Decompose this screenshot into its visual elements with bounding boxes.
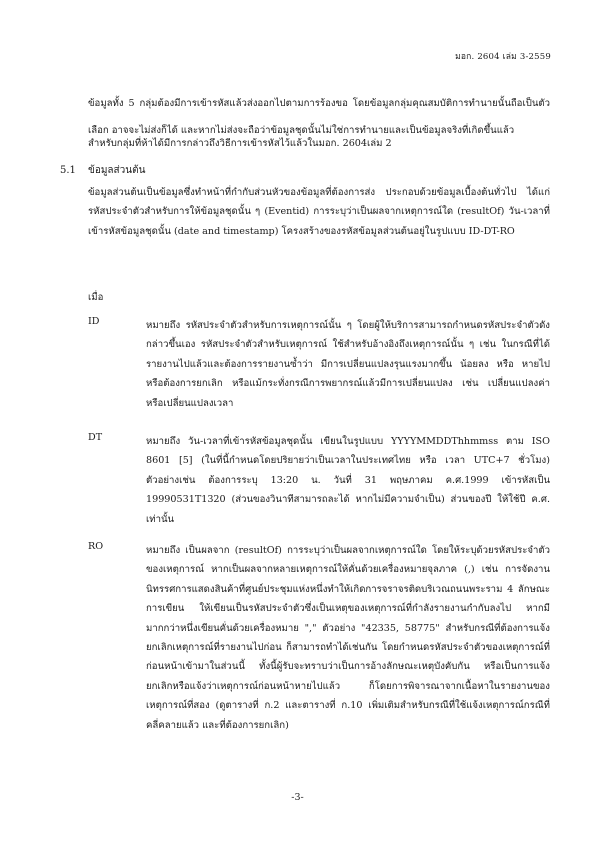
section-body-paragraph: ข้อมูลส่วนต้นเป็นข้อมูลซึ่งทำหน้าที่กำกับส่วนหัวของข้อมูลที่ต้องการส่ง ประกอบด้วยข้อมูลเบื้องต้นทั่วไป ได้แก่ รหัสประจำตัวสำหรับการให้ข้อมูลชุดนั้น ๆ (Eventid) การระบุว่าเป็นผลจากเหตุการณ์ใด (resultOf) วัน-เวลาที่เข้ารหัสข้อมูลชุดนั้น (date and timestamp) โครงสร้างของรหัสข้อมูลส่วนต้นอยู่ในรูปแบบ ID-DT-RO bbox=[88, 187, 550, 237]
intro-paragraph-second: สำหรับกลุ่มที่ห้าได้มีการกล่าวถึงวิธีการเข้ารหัสไว้แล้วในมอก. 2604เล่ม 2 bbox=[88, 138, 392, 149]
page-header-standard-ref: มอก. 2604 เล่ม 3-2559 bbox=[455, 52, 551, 62]
page-number: -3- bbox=[291, 792, 304, 803]
definition-term: ID bbox=[88, 316, 100, 327]
section-title: ข้อมูลส่วนต้น bbox=[88, 165, 146, 176]
definition-description: หมายถึง เป็นผลจาก (resultOf) การระบุว่าเป็นผลจากเหตุการณ์ใด โดยให้ระบุด้วยรหัสประจำตัวของเหตุการณ์ หากเป็นผลจากหลายเหตุการณ์ให้คั่นด้วยเครื่องหมายจุลภาค (,) เช่น การจัดงานนิทรรศการแสดงสินค้าที่ศูนย์ประชุมแห่งหนึ่งทำให้เกิดการจราจรติดบริเวณถนนพระราม 4 ลักษณะการเขียน ให้เขียนเป็นรหัสประจำตัวซึ่งเป็นเหตุของเหตุการณ์ที่กำลังรายงานกำกับลงไป หากมีมากกว่าหนึ่งเขียนคั่นด้วยเครื่องหมาย "," ตัวอย่าง "42335, 58775" สำหรับกรณีที่ต้องการแจ้งยกเลิกเหตุการณ์ที่รายงานไปก่อน ก็สามารถทำได้เช่นกัน โดยกำหนดรหัสประจำตัวของเหตุการณ์ที่ก่อนหน้าเข้ามาในส่วนนี้ ทั้งนี้ผู้รับจะทราบว่าเป็นการอ้างลักษณะเหตุบังคับกัน หรือเป็นการแจ้งยกเลิกหรือแจ้งว่าเหตุการณ์ก่อนหน้าหายไปแล้ว ก็โดยการพิจารณาจากเนื้อหาในรายงานของเหตุการณ์ที่สอง (ดูตารางที่ ก.2 และตารางที่ ก.10 เพิ่มเติมสำหรับกรณีที่ใช้แจ้งเหตุการณ์กรณีที่คลี่คลายแล้ว และที่ต้องการยกเลิก) bbox=[146, 545, 550, 731]
definition-description: หมายถึง รหัสประจำตัวสำหรับการเหตุการณ์นั้น ๆ โดยผู้ให้บริการสามารถกำหนดรหัสประจำตัวดังกล่าวขึ้นเอง รหัสประจำตัวสำหรับเหตุการณ์ ใช้สำหรับอ้างอิงถึงเหตุการณ์นั้น ๆ เช่น ในกรณีที่ได้รายงานไปแล้วและต้องการรายงานซ้ำว่า มีการเปลี่ยนแปลงรุนแรงมากขึ้น น้อยลง หรือ หายไป หรือต้องการยกเลิก หรือแม้กระทั่งกรณีการพยากรณ์แล้วมีการเปลี่ยนแปลง เช่น เปลี่ยนแปลงค่า หรือเปลี่ยนแปลงเวลา bbox=[146, 320, 550, 409]
definition-term: DT bbox=[88, 432, 103, 443]
definition-term: RO bbox=[88, 541, 104, 552]
section-number: 5.1 bbox=[60, 165, 76, 176]
intro-paragraph: ข้อมูลทั้ง 5 กลุ่มต้องมีการเข้ารหัสแล้วส่งออกไปตามการร้องขอ โดยข้อมูลกลุ่มคุณสมบัติการทำนายนั้นถือเป็นตัวเลือก อาจจะไม่ส่งก็ได้ และหากไม่ส่งจะถือว่าข้อมูลชุดนั้นไม่ใช่การทำนายและเป็นข้อมูลจริงที่เกิดขึ้นแล้ว bbox=[88, 98, 550, 136]
definition-description: หมายถึง วัน-เวลาที่เข้ารหัสข้อมูลชุดนั้น เขียนในรูปแบบ YYYYMMDDThhmmss ตาม ISO 8601 [5] (ในที่นี้กำหนดโดยปริยายว่าเป็นเวลาในประเทศไทย หรือ เวลา UTC+7 ชั่วโมง) ตัวอย่างเช่น ต้องการระบุ 13:20 น. วันที่ 31 พฤษภาคม ค.ศ.1999 เข้ารหัสเป็น 19990531T1320 (ส่วนของวินาทีสามารถละได้ หากไม่มีความจำเป็น) ส่วนของปี ให้ใช้ปี ค.ศ. เท่านั้น bbox=[146, 436, 550, 525]
where-label: เมื่อ bbox=[88, 292, 104, 303]
